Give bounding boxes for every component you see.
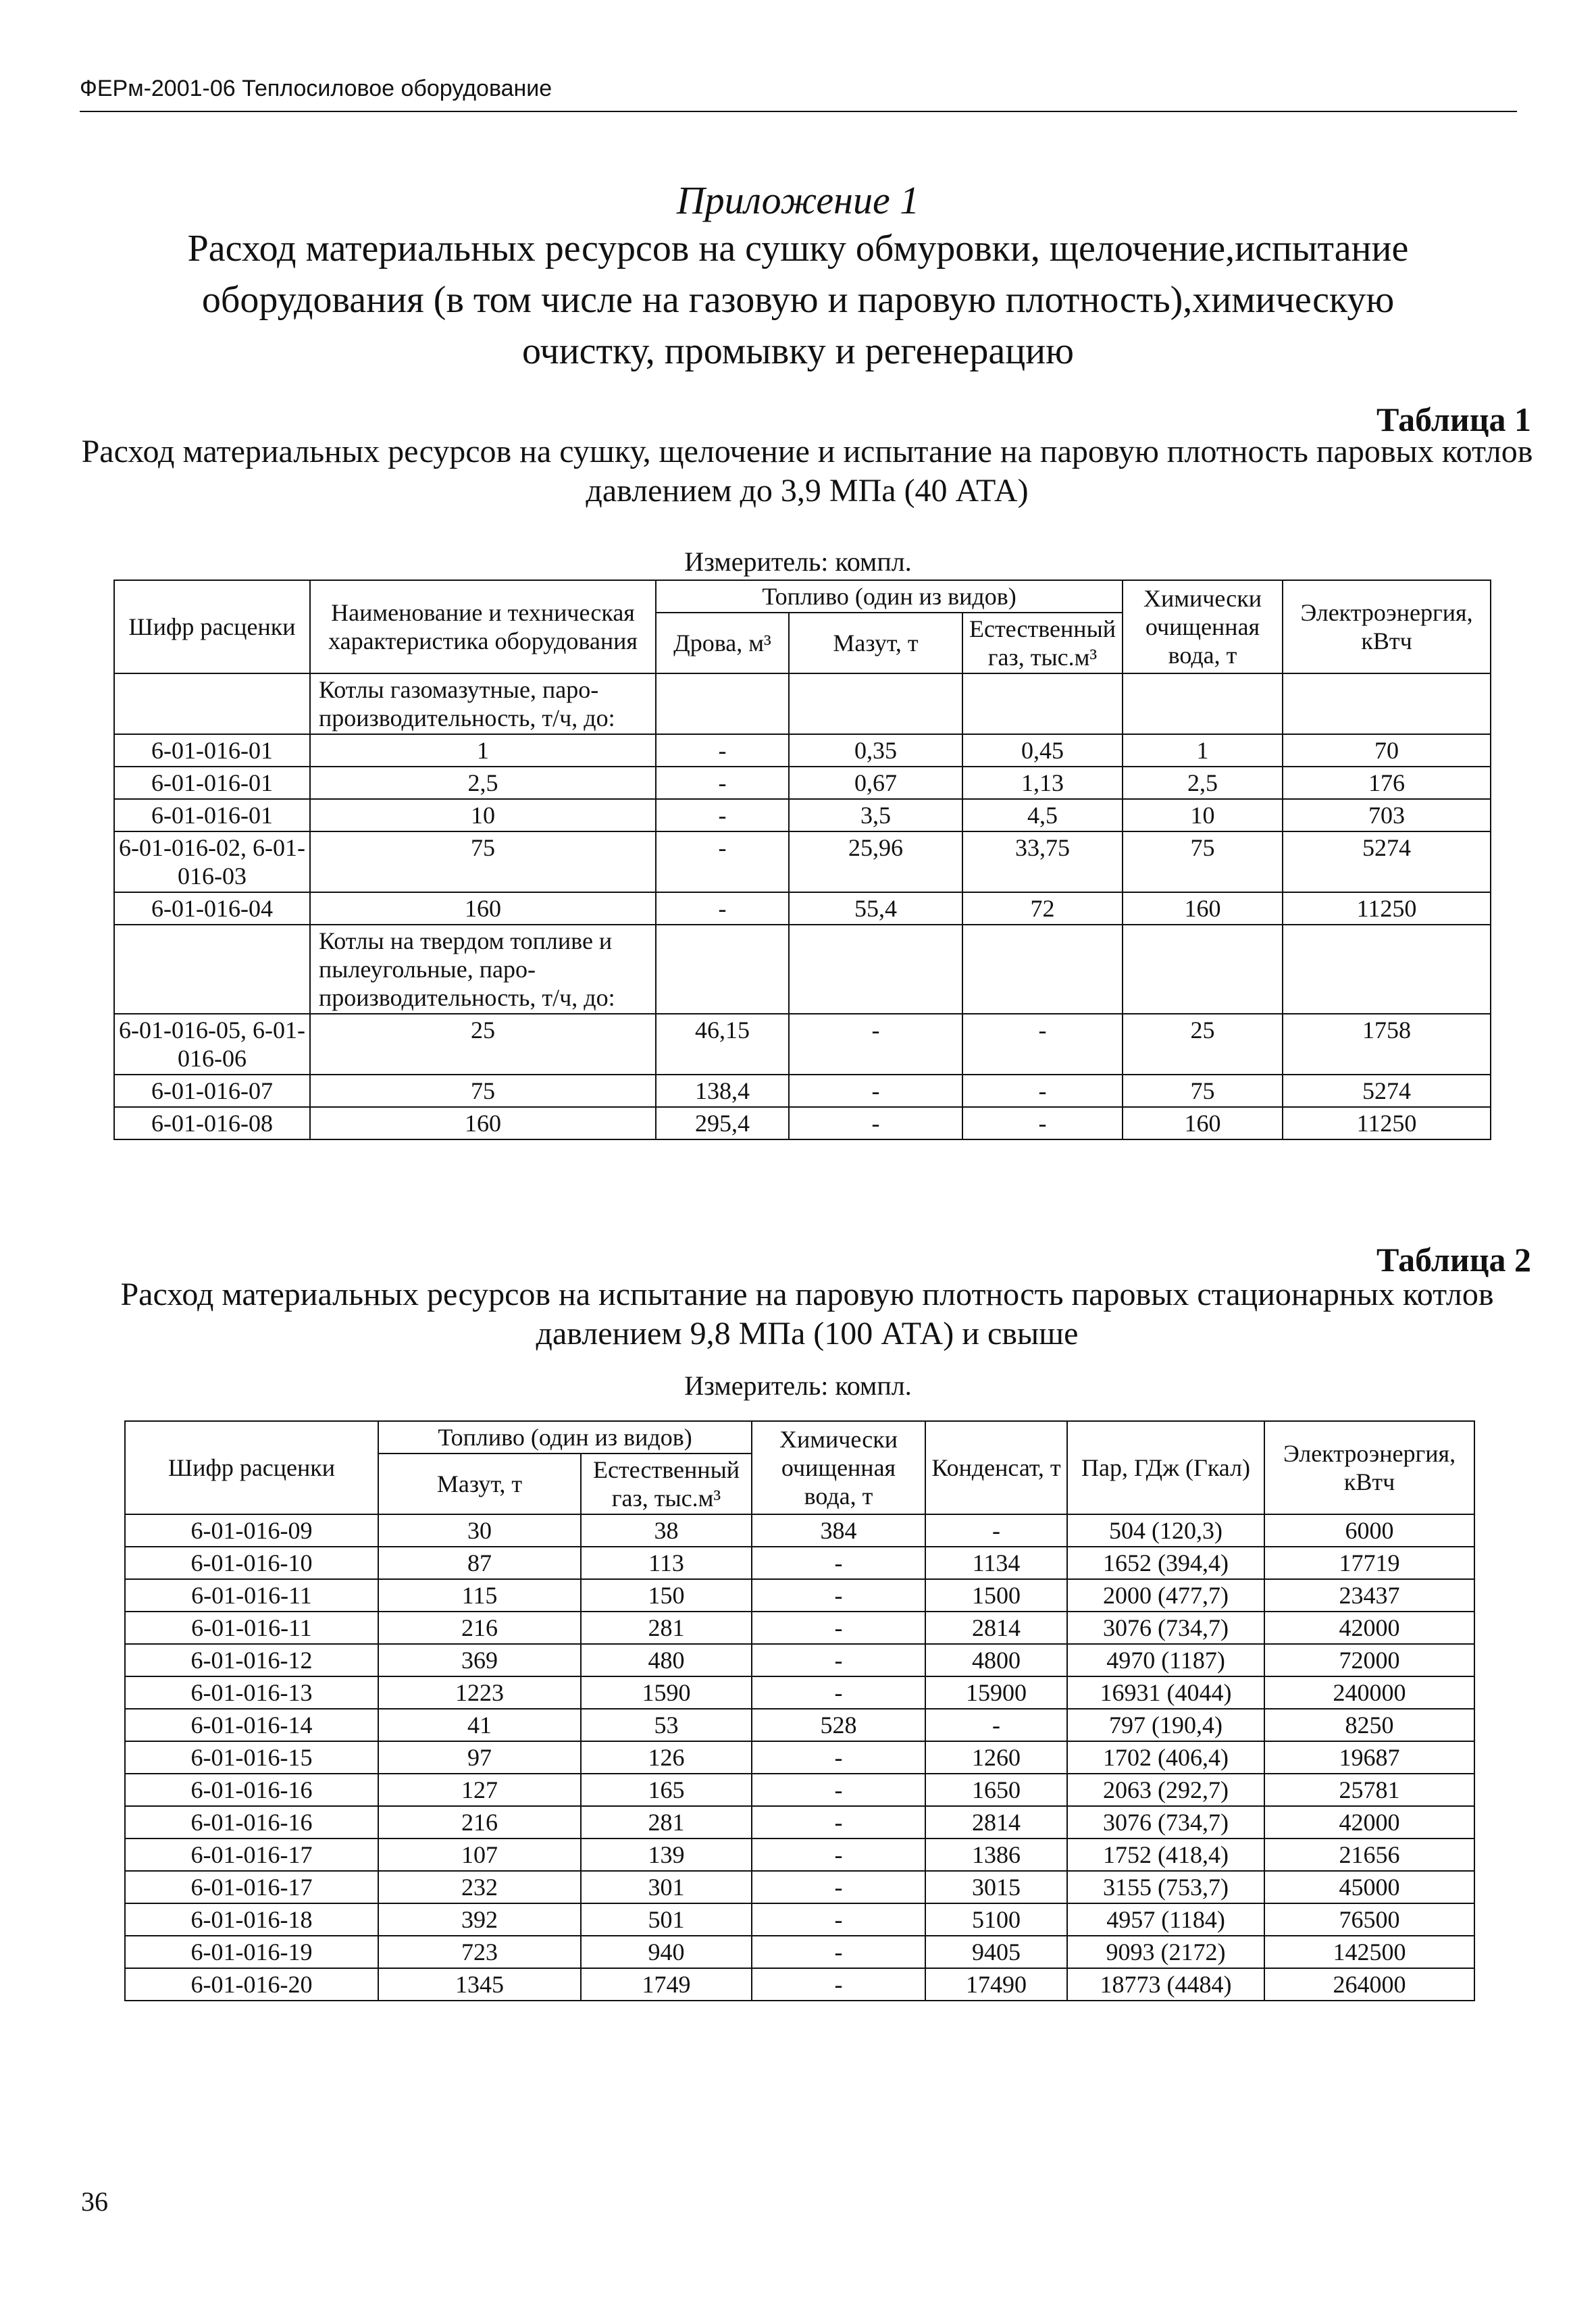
cell-code: 6-01-016-02, 6-01-016-03: [114, 831, 310, 892]
cell-code: 6-01-016-19: [125, 1936, 378, 1968]
cell-gas: 150: [581, 1579, 752, 1612]
cell-mazut: -: [789, 1075, 962, 1107]
cell-mazut: -: [789, 1014, 962, 1075]
cell-wood: 295,4: [656, 1107, 789, 1139]
table-row: [125, 1644, 1474, 1676]
cell-condensate: 5100: [925, 1903, 1067, 1936]
table2-header-row: [125, 1421, 1474, 1454]
cell-code: 6-01-016-13: [125, 1676, 378, 1709]
table2: [124, 1420, 1475, 2001]
cell-wood: -: [656, 892, 789, 925]
cell-water: 528: [752, 1709, 925, 1741]
cell-gas: 126: [581, 1741, 752, 1774]
cell-code: 6-01-016-14: [125, 1709, 378, 1741]
cell-code: 6-01-016-01: [114, 799, 310, 831]
cell-power: 240000: [1264, 1676, 1474, 1709]
running-header: ФЕРм-2001-06 Теплосиловое оборудование: [80, 76, 552, 101]
table2-label: Таблица 2: [1376, 1241, 1531, 1279]
cell-mazut: 25,96: [789, 831, 962, 892]
empty-cell: [1123, 925, 1283, 1014]
cell-wood: -: [656, 767, 789, 799]
cell-code: 6-01-016-04: [114, 892, 310, 925]
cell-gas: 72: [962, 892, 1123, 925]
cell-steam: 4970 (1187): [1067, 1644, 1264, 1676]
cell-power: 176: [1283, 767, 1491, 799]
cell-water: -: [752, 1903, 925, 1936]
cell-gas: -: [962, 1107, 1123, 1139]
table-row: [125, 1612, 1474, 1644]
table1-section-row: [114, 925, 1491, 1014]
cell-condensate: 15900: [925, 1676, 1067, 1709]
cell-mazut: 0,67: [789, 767, 962, 799]
cell-mazut: 1345: [378, 1968, 581, 2001]
table2-unit: Измеритель: компл.: [684, 1370, 912, 1401]
cell-gas: 501: [581, 1903, 752, 1936]
cell-condensate: 1134: [925, 1547, 1067, 1579]
cell-water: -: [752, 1676, 925, 1709]
empty-cell: [114, 925, 310, 1014]
table1: [113, 580, 1491, 1140]
cell-code: 6-01-016-07: [114, 1075, 310, 1107]
cell-water: 384: [752, 1514, 925, 1547]
empty-cell: [656, 925, 789, 1014]
empty-cell: [789, 925, 962, 1014]
table1-header-gas: Естественный газ, тыс.м³: [962, 613, 1123, 673]
cell-water: 160: [1123, 892, 1283, 925]
cell-steam: 1652 (394,4): [1067, 1547, 1264, 1579]
cell-power: 8250: [1264, 1709, 1474, 1741]
cell-gas: 940: [581, 1936, 752, 1968]
table-row: [114, 1075, 1491, 1107]
page-number: 36: [81, 2186, 108, 2217]
cell-condensate: 4800: [925, 1644, 1067, 1676]
cell-gas: 38: [581, 1514, 752, 1547]
table2-header-fuel: Топливо (один из видов): [378, 1421, 752, 1454]
table2-caption: Расход материальных ресурсов на испытание на паровую плотность паровых стационарных котлов давлением 9,8 МПа (100 АТА) и свыше: [120, 1277, 1494, 1352]
table-row: [125, 1514, 1474, 1547]
cell-steam: 1702 (406,4): [1067, 1741, 1264, 1774]
table1-caption: Расход материальных ресурсов на сушку, щелочение и испытание на паровую плотность паровых котлов давлением до 3,9 МПа (40 АТА): [81, 434, 1533, 509]
cell-steam: 16931 (4044): [1067, 1676, 1264, 1709]
cell-code: 6-01-016-12: [125, 1644, 378, 1676]
cell-steam: 504 (120,3): [1067, 1514, 1264, 1547]
appendix-title: Приложение 1: [676, 178, 920, 222]
cell-code: 6-01-016-01: [114, 734, 310, 767]
cell-mazut: 1223: [378, 1676, 581, 1709]
cell-water: -: [752, 1839, 925, 1871]
cell-steam: 797 (190,4): [1067, 1709, 1264, 1741]
empty-cell: [1283, 673, 1491, 734]
cell-water: 2,5: [1123, 767, 1283, 799]
cell-code: 6-01-016-18: [125, 1903, 378, 1936]
cell-steam: 3076 (734,7): [1067, 1612, 1264, 1644]
cell-code: 6-01-016-17: [125, 1871, 378, 1903]
cell-code: 6-01-016-05, 6-01-016-06: [114, 1014, 310, 1075]
cell-power: 42000: [1264, 1612, 1474, 1644]
table-row: [114, 734, 1491, 767]
table1-header-mazut: Мазут, т: [789, 613, 962, 673]
cell-water: 25: [1123, 1014, 1283, 1075]
cell-power: 5274: [1283, 831, 1491, 892]
table1-header-row: [114, 580, 1491, 613]
cell-name: 75: [310, 1075, 656, 1107]
table2-header-steam: Пар, ГДж (Гкал): [1067, 1421, 1264, 1514]
table-row: [125, 1709, 1474, 1741]
cell-steam: 4957 (1184): [1067, 1903, 1264, 1936]
cell-wood: 138,4: [656, 1075, 789, 1107]
cell-gas: 480: [581, 1644, 752, 1676]
cell-power: 23437: [1264, 1579, 1474, 1612]
cell-power: 45000: [1264, 1871, 1474, 1903]
cell-condensate: 1650: [925, 1774, 1067, 1806]
cell-gas: 139: [581, 1839, 752, 1871]
cell-power: 6000: [1264, 1514, 1474, 1547]
cell-gas: 1590: [581, 1676, 752, 1709]
table1-header-name: Наименование и техническая характеристика оборудования: [310, 580, 656, 673]
table-row: [114, 799, 1491, 831]
cell-steam: 1752 (418,4): [1067, 1839, 1264, 1871]
cell-mazut: 232: [378, 1871, 581, 1903]
table-row: [125, 1806, 1474, 1839]
table2-header-mazut: Мазут, т: [378, 1454, 581, 1514]
cell-gas: 281: [581, 1612, 752, 1644]
cell-steam: 2000 (477,7): [1067, 1579, 1264, 1612]
cell-water: -: [752, 1936, 925, 1968]
cell-condensate: 3015: [925, 1871, 1067, 1903]
empty-cell: [789, 673, 962, 734]
cell-name: 160: [310, 1107, 656, 1139]
cell-power: 11250: [1283, 1107, 1491, 1139]
cell-wood: 46,15: [656, 1014, 789, 1075]
section-title: Котлы газомазутные, паро- производительность, т/ч, до:: [310, 673, 656, 734]
cell-mazut: 87: [378, 1547, 581, 1579]
cell-power: 17719: [1264, 1547, 1474, 1579]
cell-gas: 53: [581, 1709, 752, 1741]
cell-water: -: [752, 1774, 925, 1806]
empty-cell: [114, 673, 310, 734]
cell-gas: 113: [581, 1547, 752, 1579]
cell-condensate: 2814: [925, 1612, 1067, 1644]
cell-mazut: 216: [378, 1612, 581, 1644]
cell-gas: -: [962, 1075, 1123, 1107]
cell-condensate: 2814: [925, 1806, 1067, 1839]
cell-water: -: [752, 1741, 925, 1774]
empty-cell: [656, 673, 789, 734]
table-row: [125, 1676, 1474, 1709]
cell-code: 6-01-016-17: [125, 1839, 378, 1871]
table1-body: [114, 580, 1491, 1139]
cell-wood: -: [656, 799, 789, 831]
cell-water: -: [752, 1968, 925, 2001]
cell-code: 6-01-016-01: [114, 767, 310, 799]
cell-gas: 33,75: [962, 831, 1123, 892]
cell-power: 21656: [1264, 1839, 1474, 1871]
table1-header-power: Электроэнергия, кВтч: [1283, 580, 1491, 673]
cell-mazut: 41: [378, 1709, 581, 1741]
cell-mazut: 216: [378, 1806, 581, 1839]
cell-name: 10: [310, 799, 656, 831]
cell-steam: 3155 (753,7): [1067, 1871, 1264, 1903]
cell-code: 6-01-016-15: [125, 1741, 378, 1774]
table-row: [125, 1547, 1474, 1579]
cell-name: 25: [310, 1014, 656, 1075]
table-row: [114, 1107, 1491, 1139]
cell-mazut: 97: [378, 1741, 581, 1774]
empty-cell: [1283, 925, 1491, 1014]
table1-section-row: [114, 673, 1491, 734]
table-row: [114, 767, 1491, 799]
cell-code: 6-01-016-09: [125, 1514, 378, 1547]
cell-condensate: -: [925, 1514, 1067, 1547]
cell-mazut: 115: [378, 1579, 581, 1612]
cell-power: 70: [1283, 734, 1491, 767]
cell-code: 6-01-016-11: [125, 1612, 378, 1644]
cell-mazut: 723: [378, 1936, 581, 1968]
table-row: [125, 1579, 1474, 1612]
table1-header-fuel: Топливо (один из видов): [656, 580, 1123, 613]
cell-gas: 165: [581, 1774, 752, 1806]
empty-cell: [962, 925, 1123, 1014]
cell-name: 2,5: [310, 767, 656, 799]
cell-water: -: [752, 1612, 925, 1644]
cell-steam: 9093 (2172): [1067, 1936, 1264, 1968]
cell-condensate: -: [925, 1709, 1067, 1741]
cell-steam: 2063 (292,7): [1067, 1774, 1264, 1806]
cell-water: 75: [1123, 831, 1283, 892]
cell-power: 72000: [1264, 1644, 1474, 1676]
header-rule: [80, 111, 1517, 112]
cell-power: 142500: [1264, 1936, 1474, 1968]
cell-water: 1: [1123, 734, 1283, 767]
table-row: [125, 1968, 1474, 2001]
cell-name: 75: [310, 831, 656, 892]
cell-mazut: 369: [378, 1644, 581, 1676]
cell-wood: -: [656, 734, 789, 767]
table1-header-code: Шифр расценки: [114, 580, 310, 673]
table2-header-condensate: Конденсат, т: [925, 1421, 1067, 1514]
appendix-subtitle: Расход материальных ресурсов на сушку обмуровки, щелочение,испытание оборудования (в том числе на газовую и паровую плотность),химическую очистку, промывку и регенерацию: [187, 228, 1409, 372]
cell-power: 264000: [1264, 1968, 1474, 2001]
cell-water: 160: [1123, 1107, 1283, 1139]
cell-gas: 4,5: [962, 799, 1123, 831]
cell-gas: 281: [581, 1806, 752, 1839]
cell-code: 6-01-016-11: [125, 1579, 378, 1612]
table-row: [125, 1903, 1474, 1936]
cell-wood: -: [656, 831, 789, 892]
table-row: [114, 892, 1491, 925]
cell-power: 703: [1283, 799, 1491, 831]
cell-mazut: 392: [378, 1903, 581, 1936]
table2-header-water: Химически очищенная вода, т: [752, 1421, 925, 1514]
cell-condensate: 1500: [925, 1579, 1067, 1612]
table2-header-power: Электроэнергия, кВтч: [1264, 1421, 1474, 1514]
section-title: Котлы на твердом топливе и пылеугольные, паро- производительность, т/ч, до:: [310, 925, 656, 1014]
cell-steam: 18773 (4484): [1067, 1968, 1264, 2001]
cell-water: -: [752, 1806, 925, 1839]
table1-unit: Измеритель: компл.: [684, 546, 912, 577]
cell-water: 10: [1123, 799, 1283, 831]
cell-power: 76500: [1264, 1903, 1474, 1936]
cell-water: -: [752, 1871, 925, 1903]
cell-mazut: 127: [378, 1774, 581, 1806]
cell-power: 19687: [1264, 1741, 1474, 1774]
empty-cell: [962, 673, 1123, 734]
cell-power: 11250: [1283, 892, 1491, 925]
cell-water: -: [752, 1644, 925, 1676]
cell-mazut: 0,35: [789, 734, 962, 767]
cell-power: 25781: [1264, 1774, 1474, 1806]
cell-code: 6-01-016-16: [125, 1806, 378, 1839]
table-row: [125, 1774, 1474, 1806]
table-row: [125, 1871, 1474, 1903]
table-row: [114, 831, 1491, 892]
cell-mazut: 30: [378, 1514, 581, 1547]
table-row: [114, 1014, 1491, 1075]
table-row: [125, 1936, 1474, 1968]
cell-water: -: [752, 1579, 925, 1612]
table1-label: Таблица 1: [1376, 401, 1531, 438]
table-row: [125, 1839, 1474, 1871]
cell-gas: 0,45: [962, 734, 1123, 767]
cell-steam: 3076 (734,7): [1067, 1806, 1264, 1839]
empty-cell: [1123, 673, 1283, 734]
table-row: [125, 1741, 1474, 1774]
cell-mazut: 3,5: [789, 799, 962, 831]
cell-gas: 301: [581, 1871, 752, 1903]
cell-condensate: 1386: [925, 1839, 1067, 1871]
table2-header-code: Шифр расценки: [125, 1421, 378, 1514]
table1-header-wood: Дрова, м³: [656, 613, 789, 673]
cell-code: 6-01-016-20: [125, 1968, 378, 2001]
cell-condensate: 9405: [925, 1936, 1067, 1968]
cell-code: 6-01-016-16: [125, 1774, 378, 1806]
cell-gas: 1,13: [962, 767, 1123, 799]
cell-gas: 1749: [581, 1968, 752, 2001]
cell-water: -: [752, 1547, 925, 1579]
cell-code: 6-01-016-10: [125, 1547, 378, 1579]
cell-condensate: 17490: [925, 1968, 1067, 2001]
cell-name: 160: [310, 892, 656, 925]
table2-header-gas: Естественный газ, тыс.м³: [581, 1454, 752, 1514]
cell-condensate: 1260: [925, 1741, 1067, 1774]
cell-power: 1758: [1283, 1014, 1491, 1075]
cell-code: 6-01-016-08: [114, 1107, 310, 1139]
cell-power: 5274: [1283, 1075, 1491, 1107]
cell-name: 1: [310, 734, 656, 767]
cell-mazut: 107: [378, 1839, 581, 1871]
cell-mazut: 55,4: [789, 892, 962, 925]
cell-mazut: -: [789, 1107, 962, 1139]
table2-body: [125, 1421, 1474, 2001]
cell-water: 75: [1123, 1075, 1283, 1107]
table1-header-water: Химически очищенная вода, т: [1123, 580, 1283, 673]
cell-gas: -: [962, 1014, 1123, 1075]
cell-power: 42000: [1264, 1806, 1474, 1839]
